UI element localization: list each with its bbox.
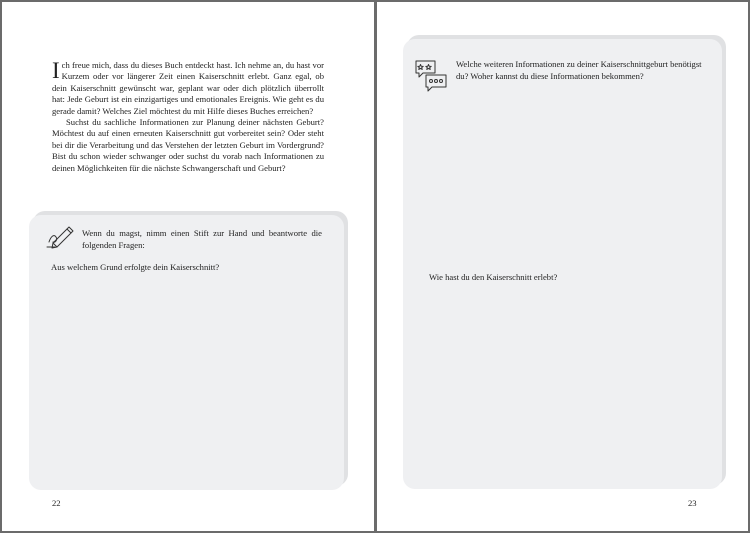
card-intro: Wenn du magst, nimm einen Stift zur Hand und beantworte die folgenden Fragen: bbox=[82, 228, 322, 250]
question-reason: Aus welchem Grund erfolgte dein Kaiserschnitt? bbox=[51, 262, 220, 272]
paragraph-1 bbox=[52, 60, 324, 117]
right-page bbox=[377, 2, 748, 531]
chat-bubbles-icon bbox=[414, 58, 448, 92]
pen-writing-icon bbox=[46, 225, 74, 249]
left-question-card bbox=[29, 215, 344, 490]
body-text bbox=[52, 60, 324, 174]
right-question-card bbox=[403, 39, 722, 489]
drop-cap: I bbox=[52, 58, 60, 83]
question-experience: Wie hast du den Kaiserschnitt erlebt? bbox=[429, 272, 558, 282]
page-number: 23 bbox=[688, 498, 697, 508]
card-intro: Welche weiteren Informationen zu deiner Kaiserschnittgeburt benötigst du? Woher kannst du diese Informationen bekommen? bbox=[456, 59, 702, 81]
left-page bbox=[2, 2, 374, 531]
paragraph-2: Suchst du sachliche Informationen zur Planung deiner nächsten Geburt? Möchtest du auf einen erneuten Kaiserschnitt gut vorbereitet sein? Oder steht bei dir die Verarbeitung und das Verstehen der letzten Geburt im Vordergrund? Bist du schon wieder schwanger oder suchst du vorab nach Informationen zu deinen Möglichkeiten für die nächste Schwangerschaft und Geburt? bbox=[52, 117, 324, 173]
page-number: 22 bbox=[52, 498, 61, 508]
paragraph-1-text: ch freue mich, dass du dieses Buch entdeckt hast. Ich nehme an, du hast vor Kurzem oder vor längerer Zeit einen Kaiserschnitt erlebt. Ganz egal, ob dein Kaiserschnitt gewünscht war, geplant war oder dich plötzlich überrollt hat: Jede Geburt ist ein einzigartiges und emotionales Ereignis. Wie geht es du gerade damit? Welches Ziel möchtest du mit Hilfe dieses Buches erreichen? bbox=[52, 60, 324, 116]
